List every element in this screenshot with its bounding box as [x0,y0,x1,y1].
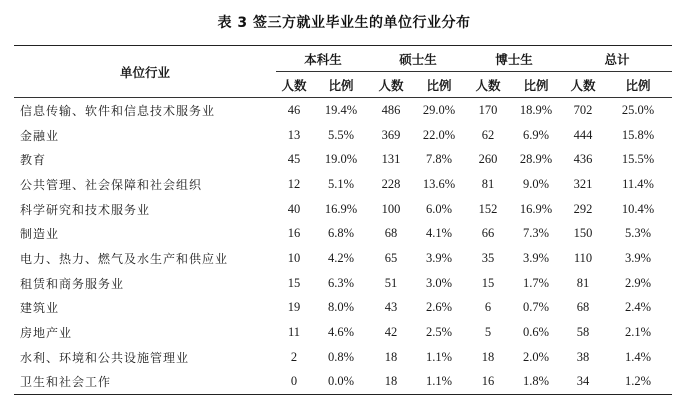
header-ratio: 比例 [312,72,370,98]
table-row [14,296,672,321]
ratio-cell: 13.6% [422,176,456,191]
count-cell: 51 [384,275,398,290]
ratio-cell: 0.8% [327,349,355,364]
ratio-cell: 4.6% [327,325,355,340]
ratio-cell: 2.9% [625,275,652,290]
count-cell: 40 [287,201,301,216]
count-cell: 436 [573,152,593,167]
ratio-cell: 3.9% [426,250,453,265]
count-cell: 16 [466,370,510,395]
industry-name: 教育 [20,153,47,168]
count-cell: 18 [370,370,412,395]
ratio-cell: 7.3% [523,226,550,241]
ratio-cell: 3.9% [625,250,652,265]
ratio-cell: 6.3% [327,275,355,290]
count-cell: 10 [287,250,301,265]
ratio-cell: 0.0% [312,370,370,395]
header-group-bachelor: 本科生 [276,46,370,72]
ratio-cell: 5.5% [327,127,355,142]
ratio-cell: 2.4% [625,300,652,315]
count-cell: 18 [481,349,495,364]
count-cell: 19 [287,300,301,315]
ratio-cell: 0.7% [523,300,550,315]
header-count: 人数 [370,72,412,98]
count-cell: 2 [290,349,298,364]
industry-name: 信息传输、软件和信息技术服务业 [20,103,216,118]
ratio-cell: 4.1% [426,226,453,241]
count-cell: 150 [573,226,593,241]
count-cell: 46 [287,102,301,117]
header-row-groups [14,46,672,72]
count-cell: 68 [576,300,590,315]
count-cell: 34 [562,370,604,395]
industry-name: 电力、热力、燃气及水生产和供应业 [20,251,229,266]
count-cell: 45 [287,152,301,167]
count-cell: 43 [384,300,398,315]
count-cell: 11 [287,325,301,340]
ratio-cell: 7.8% [426,152,453,167]
count-cell: 369 [381,127,401,142]
industry-name: 建筑业 [20,301,60,316]
header-count: 人数 [276,72,312,98]
ratio-cell: 2.1% [625,325,652,340]
table-row [14,320,672,345]
table-row [14,123,672,148]
count-cell: 131 [381,152,401,167]
count-cell: 68 [384,226,398,241]
ratio-cell: 2.5% [426,325,453,340]
count-cell: 100 [381,201,401,216]
count-cell: 486 [381,102,401,117]
ratio-cell: 2.6% [426,300,453,315]
count-cell: 13 [287,127,301,142]
ratio-cell: 1.1% [412,370,466,395]
table-row [14,246,672,271]
ratio-cell: 8.0% [327,300,355,315]
ratio-cell: 22.0% [422,127,456,142]
ratio-cell: 15.5% [621,152,655,167]
header-ratio: 比例 [412,72,466,98]
ratio-cell: 4.2% [327,250,355,265]
table-title: 表 3 签三方就业毕业生的单位行业分布 [217,15,471,31]
count-cell: 81 [481,176,495,191]
count-cell: 58 [576,325,590,340]
ratio-cell: 19.0% [324,152,358,167]
ratio-cell: 5.3% [625,226,652,241]
ratio-cell: 16.9% [324,201,358,216]
count-cell: 81 [576,275,590,290]
count-cell: 260 [478,152,498,167]
industry-name: 公共管理、社会保障和社会组织 [20,177,203,192]
table-row [14,172,672,197]
ratio-cell: 6.0% [426,201,453,216]
count-cell: 444 [573,127,593,142]
count-cell: 0 [276,370,312,395]
header-group-master: 硕士生 [370,46,466,72]
count-cell: 228 [381,176,401,191]
count-cell: 292 [573,201,593,216]
ratio-cell: 9.0% [523,176,550,191]
count-cell: 62 [481,127,495,142]
table-row [14,370,672,395]
count-cell: 42 [384,325,398,340]
count-cell: 16 [287,226,301,241]
industry-name: 金融业 [20,128,60,143]
table-row [14,98,672,123]
table-row [14,147,672,172]
header-unit-industry: 单位行业 [14,46,276,98]
count-cell: 15 [287,275,301,290]
table-row [14,271,672,296]
header-ratio: 比例 [510,72,562,98]
ratio-cell: 1.1% [426,349,453,364]
industry-name: 水利、环境和公共设施管理业 [20,350,190,365]
ratio-cell: 1.2% [604,370,672,395]
table-body [14,98,672,395]
ratio-cell: 10.4% [621,201,655,216]
ratio-cell: 1.7% [523,275,550,290]
table-row [14,221,672,246]
count-cell: 170 [478,102,498,117]
header-group-doctor: 博士生 [466,46,562,72]
count-cell: 110 [573,250,593,265]
count-cell: 6 [484,300,492,315]
count-cell: 65 [384,250,398,265]
ratio-cell: 28.9% [519,152,553,167]
table-row [14,197,672,222]
ratio-cell: 1.4% [625,349,652,364]
count-cell: 35 [481,250,495,265]
count-cell: 152 [478,201,498,216]
ratio-cell: 3.0% [426,275,453,290]
header-ratio: 比例 [604,72,672,98]
ratio-cell: 29.0% [422,102,456,117]
count-cell: 15 [481,275,495,290]
ratio-cell: 3.9% [523,250,550,265]
ratio-cell: 25.0% [621,102,655,117]
count-cell: 38 [576,349,590,364]
header-count: 人数 [466,72,510,98]
industry-name: 房地产业 [20,326,73,341]
header-count: 人数 [562,72,604,98]
count-cell: 18 [384,349,398,364]
ratio-cell: 6.9% [523,127,550,142]
ratio-cell: 19.4% [324,102,358,117]
ratio-cell: 11.4% [622,176,654,191]
industry-name: 卫生和社会工作 [14,370,276,395]
industry-distribution-table [14,45,672,395]
ratio-cell: 0.6% [523,325,550,340]
ratio-cell: 2.0% [523,349,550,364]
count-cell: 66 [481,226,495,241]
table-row [14,345,672,370]
count-cell: 321 [573,176,593,191]
ratio-cell: 1.8% [510,370,562,395]
count-cell: 12 [287,176,301,191]
ratio-cell: 6.8% [327,226,355,241]
ratio-cell: 15.8% [621,127,655,142]
count-cell: 5 [484,325,492,340]
count-cell: 702 [573,102,593,117]
ratio-cell: 18.9% [519,102,553,117]
header-group-total: 总计 [562,46,672,72]
industry-name: 科学研究和技术服务业 [20,202,151,217]
ratio-cell: 5.1% [327,176,355,191]
industry-name: 制造业 [20,227,60,242]
industry-name: 租赁和商务服务业 [20,276,125,291]
ratio-cell: 16.9% [519,201,553,216]
